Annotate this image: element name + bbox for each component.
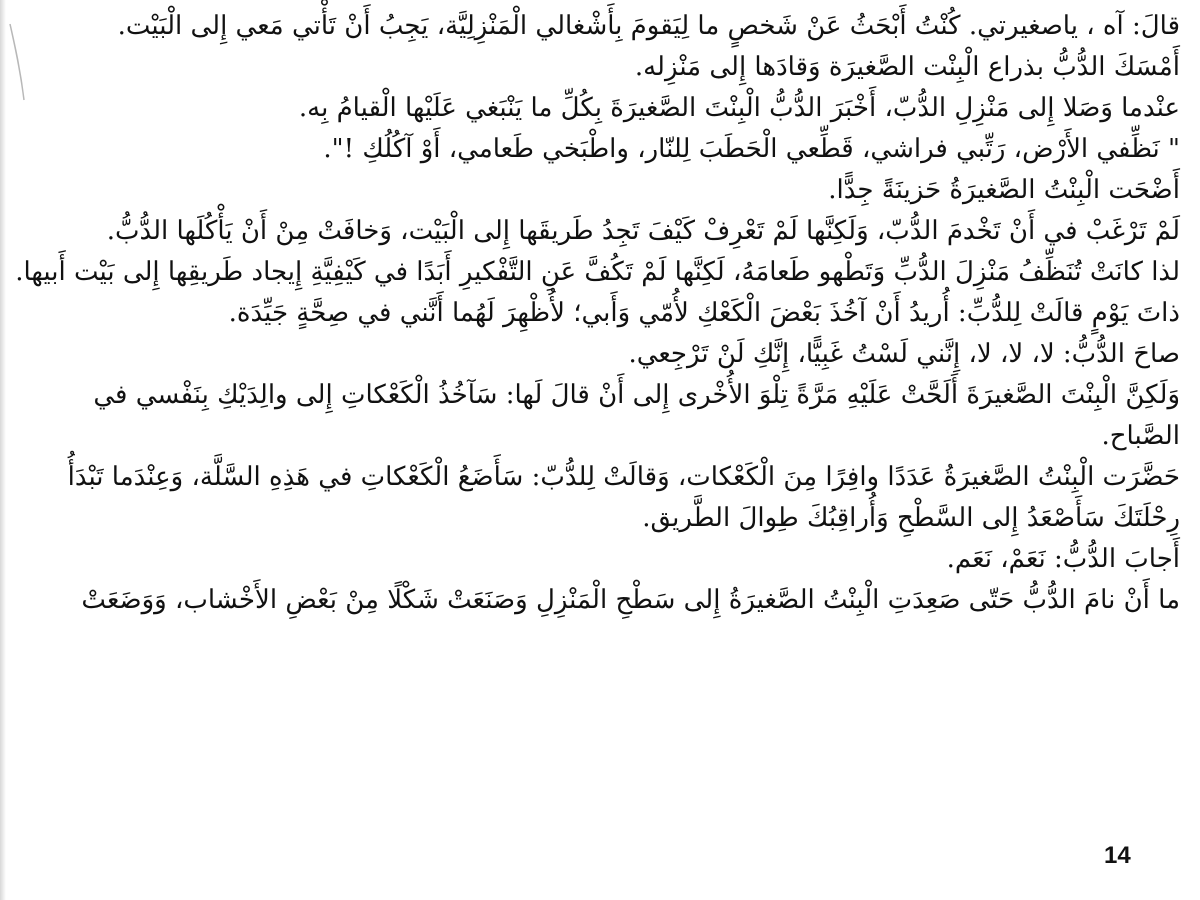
story-text — [10, 6, 1180, 621]
story-paragraph: وَلَكِنَّ الْبِنْتَ الصَّغيرَةَ أَلَحَّتْ عَلَيْهِ مَرَّةً تِلْوَ الأُخْرى إِلى أَنْ قالَ لَها: سَآخُذُ الْكَعْكاتِ إِلى والِدَيْكِ بِنَفْسي في الصَّباح. — [93, 380, 1180, 451]
story-paragraph: صاحَ الدُّبُّ: لا، لا، لا، إِنَّني لَسْتُ غَبِيًّا، إِنَّكِ لَنْ تَرْجِعي. — [628, 339, 1180, 369]
story-paragraph: حَضَّرَت الْبِنْتُ الصَّغيرَةُ عَدَدًا وافِرًا مِنَ الْكَعْكات، وَقالَتْ لِلدُّبّ: سَأَضَعُ الْكَعْكاتِ في هَذِهِ السَّلَّة، وَعِنْدَما تَبْدَأُ رِحْلَتَكَ سَأَصْعَدُ إِلى السَّطْحِ وَأُراقِبُكَ طِوالَ الطَّريق. — [67, 462, 1180, 533]
story-paragraph: قالَ: آه ، ياصغيرتي. كُنْتُ أَبْحَثُ عَنْ شَخصٍ ما لِيَقومَ بِأَشْغالي الْمَنْزِلِيَّة، يَجِبُ أَنْ تَأْتي مَعي إِلى الْبَيْت. — [117, 11, 1180, 41]
story-paragraph: لَمْ تَرْغَبْ في أَنْ تَخْدمَ الدُّبّ، وَلَكِنَّها لَمْ تَعْرِفْ كَيْفَ تَجِدُ طَريقَها إِلى الْبَيْت، وَخافَتْ مِنْ أَنْ يَأْكُلَها الدُّبُّ. — [106, 216, 1180, 246]
story-paragraph: ما أَنْ نامَ الدُّبُّ حَتّى صَعِدَتِ الْبِنْتُ الصَّغيرَةُ إِلى سَطْحِ الْمَنْزِلِ وَصَنَعَتْ شَكْلًا مِنْ بَعْضِ الأَخْشاب، وَوَضَعَتْ — [81, 585, 1180, 615]
story-paragraph: لذا كانَتْ تُنَظِّفُ مَنْزِلَ الدُّبِّ وَتَطْهو طَعامَهُ، لَكِنَّها لَمْ تَكُفَّ عَنِ التَّفْكيرِ أَبَدًا في كَيْفِيَّةِ إِيجاد طَريقِها إِلى بَيْت أَبيها. — [15, 257, 1180, 287]
story-paragraph: ذاتَ يَوْمٍ قالَتْ لِلدُّبِّ: أُريدُ أَنْ آخُذَ بَعْضَ الْكَعْكِ لأُمّي وَأَبي؛ لأُظْهِرَ لَهُما أَنَّني في صِحَّةٍ جَيِّدَة. — [228, 298, 1180, 328]
story-paragraph: أَمْسَكَ الدُّبُّ بذراع الْبِنْت الصَّغيرَة وَقادَها إِلى مَنْزِله. — [634, 52, 1180, 82]
story-paragraph: عنْدما وَصَلا إِلى مَنْزِلِ الدُّبّ، أَخْبَرَ الدُّبُّ الْبِنْتَ الصَّغيرَةَ بِكُلِّ ما يَنْبَغي عَلَيْها الْقيامُ بِه. — [298, 93, 1180, 123]
story-paragraph: أَضْحَت الْبِنْتُ الصَّغيرَةُ حَزينَةً جِدًّا. — [828, 175, 1180, 205]
page-number: 14 — [1104, 842, 1131, 869]
page-edge-shadow — [0, 0, 6, 900]
story-paragraph: " نَظِّفي الأَرْض، رَتِّبي فراشي، قَطِّعي الْحَطَبَ لِلنّار، واطْبَخي طَعامي، أَوْ آكُلُكِ !". — [323, 134, 1180, 164]
story-paragraph: أَجابَ الدُّبُّ: نَعَمْ، نَعَم. — [946, 544, 1180, 574]
